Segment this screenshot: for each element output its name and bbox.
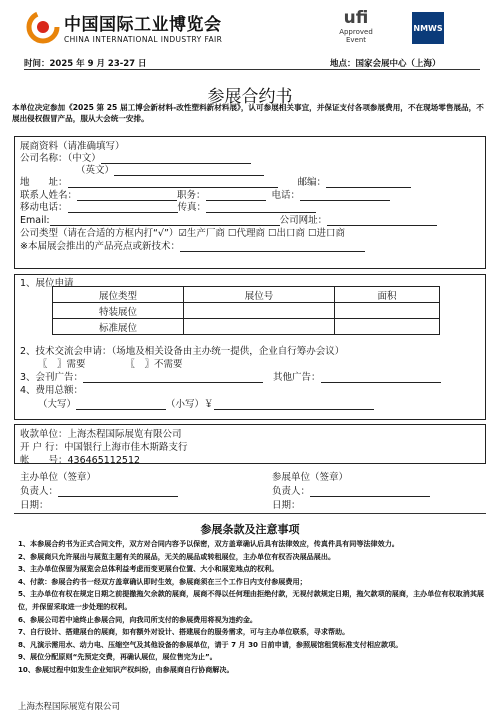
contact-label: 联系人姓名： xyxy=(20,190,78,201)
fee-total-label: 4、费用总额： xyxy=(20,385,84,396)
list-item: 3、主办单位保留为展览会总体利益考虑而变更展台位置、大小和展览地点的权利。 xyxy=(18,564,279,574)
list-item: 9、展位分配原则“先预定交费，再确认展位，展位售完为止”。 xyxy=(18,652,217,662)
list-item: 6、参展公司若中途终止参展合同，向我司所支付的参展费用将视为违约金。 xyxy=(18,614,258,624)
booth-heading: 1、展位申请 xyxy=(20,278,74,289)
website-label: 公司网址： xyxy=(279,215,328,226)
mobile-label: 移动电话： xyxy=(20,202,68,213)
list-item: 5、主办单位有权在规定日期之前提撤拖欠余款的展商，展商不得以任何理由拒绝付款，无视付款规定日期，拖欠款项的展商，主办单位有权取消其展位，并保留采取进一步处理的权利。 xyxy=(18,589,485,611)
booth-row-standard: 标准展位 xyxy=(53,319,184,335)
footer-company: 上海杰程国际展览有限公司 xyxy=(18,702,121,712)
page-title: 参展合约书 xyxy=(207,87,293,107)
need-option[interactable]: 〖 〗需要 xyxy=(38,359,86,370)
host-person-field[interactable] xyxy=(58,486,178,497)
phone-label: 电话： xyxy=(271,190,301,201)
exhibitor-person-label: 负责人： xyxy=(272,486,311,497)
tech-talk-row: 2、技术交流会申请：（场地及相关设备由主办统一提供，企业自行筹办会议） xyxy=(20,346,345,357)
position-label: 职务： xyxy=(177,190,206,201)
exhibitor-sign-label: 参展单位（签章） xyxy=(272,472,349,483)
list-item: 7、自行设计、搭建展台的展商，如有额外对设计、搭建展台的服务需求，可与主办单位联系，寻求帮助。 xyxy=(18,627,350,637)
fair-name-cn: 中国国际工业博览会 xyxy=(64,15,222,35)
other-ad-field[interactable] xyxy=(321,372,441,383)
booth-col-type: 展位类型 xyxy=(53,287,184,303)
company-type-row[interactable]: 公司类型（请在合适的方框内打“√”）☑生产厂商 ☐代理商 ☐出口商 ☐进口商 xyxy=(20,228,346,239)
exhibitor-heading: 展商资料（请准确填写） xyxy=(20,141,125,152)
fee-upper-field[interactable] xyxy=(76,399,166,410)
fax-label: 传真： xyxy=(177,202,207,213)
table-row xyxy=(53,303,440,319)
account-number: 帐 号：436465112512 xyxy=(20,455,141,466)
fair-time: 时间：2025 年 9 月 23-27 日 xyxy=(24,59,147,69)
ufi-approved: Approved xyxy=(339,28,373,36)
email-row xyxy=(20,212,437,226)
header-divider xyxy=(24,69,480,70)
ufi-event: Event xyxy=(345,36,367,44)
ad-row xyxy=(20,369,441,383)
host-person-row xyxy=(20,483,178,497)
no-need-option[interactable]: 〖 〗不需要 xyxy=(125,359,183,370)
address-row xyxy=(20,174,411,188)
list-item: 8、凡演示需用水、动力电、压缩空气及其他设备的参展单位，请于 7 月 30 日前申请，参照展馆租赁标准支付相应款项。 xyxy=(18,639,403,649)
list-item: 2、参展商只允许展出与展览主题有关的展品，无关的展品或转租展位，主办单位有权否决展品展出。 xyxy=(18,551,336,561)
host-person-label: 负责人： xyxy=(20,486,59,497)
fee-row xyxy=(38,396,374,410)
booth-row-special: 特装展位 xyxy=(53,303,184,319)
host-sign-label: 主办单位（签章） xyxy=(20,472,97,483)
booth-area-cell[interactable] xyxy=(335,303,440,319)
payee: 收款单位：上海杰程国际展览有限公司 xyxy=(20,429,182,440)
fair-name-en: CHINA INTERNATIONAL INDUSTRY FAIR xyxy=(64,35,223,44)
company-cn-label: 公司名称：（中文） xyxy=(20,153,101,164)
booth-col-number: 展位号 xyxy=(184,287,335,303)
ad-field[interactable] xyxy=(83,372,263,383)
other-ad-label: 其他广告： xyxy=(273,372,321,383)
terms-divider xyxy=(14,513,486,514)
booth-area-cell[interactable] xyxy=(335,319,440,335)
booth-number-cell[interactable] xyxy=(184,303,335,319)
booth-number-cell[interactable] xyxy=(184,319,335,335)
exhibitor-person-row xyxy=(272,483,430,497)
ufi-logo xyxy=(326,8,386,44)
postcode-label: 邮编： xyxy=(297,177,327,188)
fee-lower-field[interactable] xyxy=(214,399,374,410)
address-label: 地 址： xyxy=(20,177,68,188)
host-date-label: 日期： xyxy=(20,500,49,511)
company-en-label: （英文） xyxy=(76,165,115,176)
products-label: ※本届展会推出的产品亮点或新技术： xyxy=(20,241,180,252)
list-item: 1、本参展合约书为正式合同文件，双方对合同内容予以保密，双方盖章确认后具有法律效应，传真件具有同等法律效力。 xyxy=(18,539,399,548)
booth-table xyxy=(52,286,440,335)
products-row xyxy=(20,238,365,252)
intro-text: 本单位决定参加《2025 第 25 届工博会新材料-改性塑料新材料展》，认可参展相关事宜，并保证支付各项参展费用，不在现场零售展品，不展出侵权假冒产品，服从大会统一安排。 xyxy=(12,103,484,123)
ufi-mark: ufi xyxy=(343,8,369,28)
nmws-logo: NMWS xyxy=(412,12,444,44)
booth-table-header xyxy=(53,287,440,303)
terms-list xyxy=(18,538,486,677)
email-label: Email: xyxy=(20,215,50,226)
fee-lower-label: （小写）￥ xyxy=(166,399,214,410)
fee-upper-label: （大写） xyxy=(38,399,77,410)
exhibitor-date-label: 日期： xyxy=(272,500,301,511)
ad-label: 3、会刊广告： xyxy=(20,372,84,383)
mobile-row xyxy=(20,199,316,213)
tech-talk-options xyxy=(38,356,183,370)
list-item: 10、参展过程中如发生企业知识产权纠纷，由参展商自行协商解决。 xyxy=(18,664,234,674)
booth-col-area: 面积 xyxy=(335,287,440,303)
exhibitor-person-field[interactable] xyxy=(310,486,430,497)
table-row xyxy=(53,319,440,335)
products-field[interactable] xyxy=(180,241,365,252)
terms-title: 参展条款及注意事项 xyxy=(200,523,300,536)
bank: 开 户 行：中国银行上海市佳木斯路支行 xyxy=(20,442,188,453)
fair-logo-icon xyxy=(24,8,62,46)
list-item: 4、付款：参展合约书一经双方盖章确认即时生效，参展商须在三个工作日内支付参展费用； xyxy=(18,576,307,586)
fair-place: 地点：国家会展中心（上海） xyxy=(330,59,441,69)
